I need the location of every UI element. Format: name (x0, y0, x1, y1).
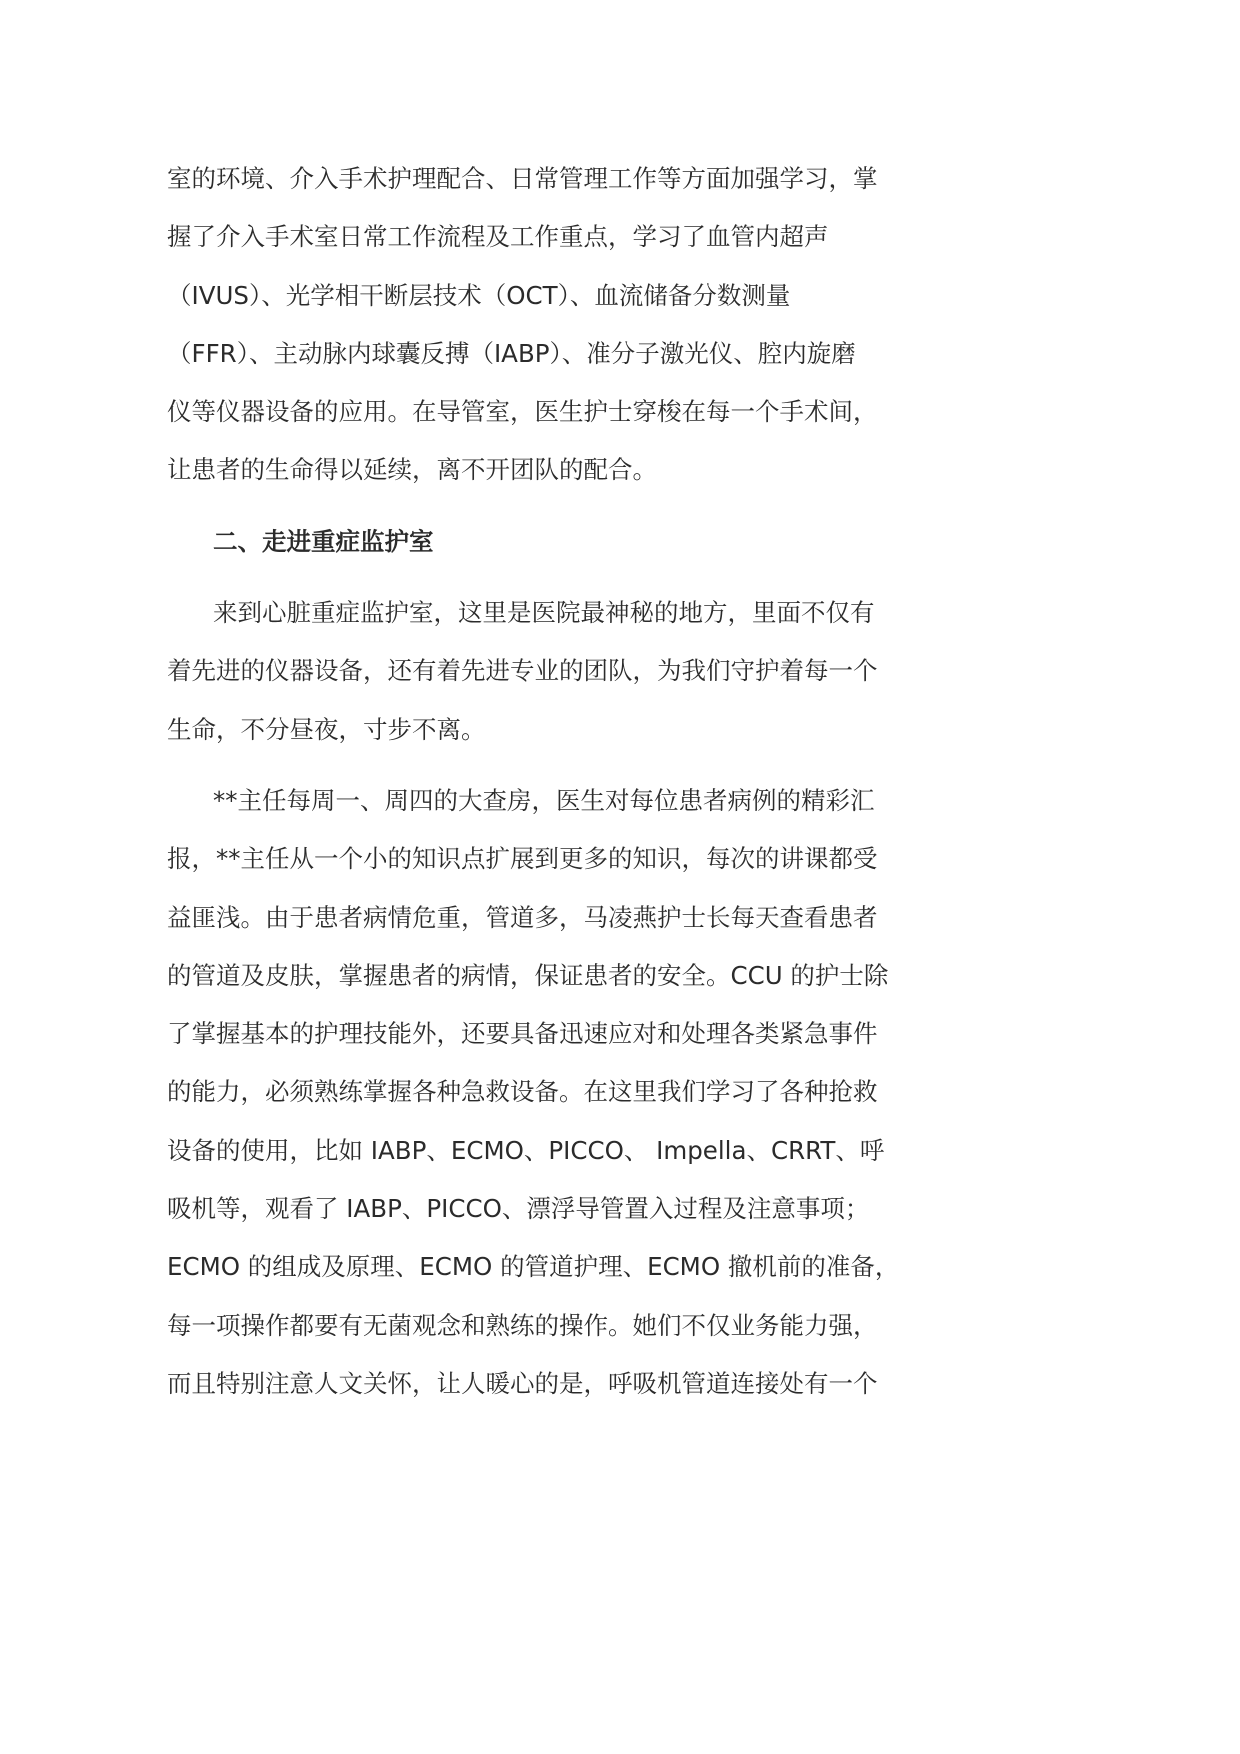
paragraph-1 (167, 150, 937, 500)
text-line: 握了介入手术室日常工作流程及工作重点，学习了血管内超声 (167, 222, 829, 252)
section-heading-block (167, 513, 937, 571)
text-line: 吸机等，观看了 IABP、PICCO、漂浮导管置入过程及注意事项； (167, 1194, 870, 1224)
text-line: （FFR）、主动脉内球囊反搏（IABP）、准分子激光仪、腔内旋磨 (167, 338, 856, 368)
section-heading: 二、走进重症监护室 (213, 526, 434, 556)
text-line: 生命，不分昼夜，寸步不离。 (167, 714, 486, 744)
text-line: 着先进的仪器设备，还有着先进专业的团队，为我们守护着每一个 (167, 656, 878, 686)
text-line: 而且特别注意人文关怀，让人暖心的是，呼吸机管道连接处有一个 (167, 1368, 878, 1398)
text-line: 报，**主任从一个小的知识点扩展到更多的知识，每次的讲课都受 (167, 844, 878, 874)
text-line: 了掌握基本的护理技能外，还要具备迅速应对和处理各类紧急事件 (167, 1019, 878, 1049)
paragraph-spacing (167, 500, 937, 513)
text-line: 来到心脏重症监护室，这里是医院最神秘的地方，里面不仅有 (213, 598, 875, 628)
text-line: 的管道及皮肤，掌握患者的病情，保证患者的安全。CCU 的护士除 (167, 960, 889, 990)
text-line: （IVUS）、光学相干断层技术（OCT）、血流储备分数测量 (167, 280, 791, 310)
text-line: 益匪浅。由于患者病情危重，管道多，马凌燕护士长每天查看患者 (167, 902, 878, 932)
text-line: 设备的使用，比如 IABP、ECMO、PICCO、 Impella、CRRT、呼 (167, 1135, 885, 1165)
text-line: 仪等仪器设备的应用。在导管室，医生护士穿梭在每一个手术间， (167, 397, 878, 427)
text-line: **主任每周一、周四的大查房，医生对每位患者病例的精彩汇 (213, 785, 875, 815)
text-line: 室的环境、介入手术护理配合、日常管理工作等方面加强学习，掌 (167, 164, 878, 193)
document-page (167, 150, 937, 1413)
paragraph-3 (167, 772, 937, 1413)
paragraph-2 (167, 584, 937, 759)
paragraph-spacing (167, 759, 937, 772)
paragraph-spacing (167, 571, 937, 584)
text-line: ECMO 的组成及原理、ECMO 的管道护理、ECMO 撤机前的准备， (167, 1252, 900, 1282)
text-line: 让患者的生命得以延续，离不开团队的配合。 (167, 455, 657, 485)
text-line: 每一项操作都要有无菌观念和熟练的操作。她们不仅业务能力强， (167, 1310, 878, 1340)
text-line: 的能力，必须熟练掌握各种急救设备。在这里我们学习了各种抢救 (167, 1077, 878, 1107)
